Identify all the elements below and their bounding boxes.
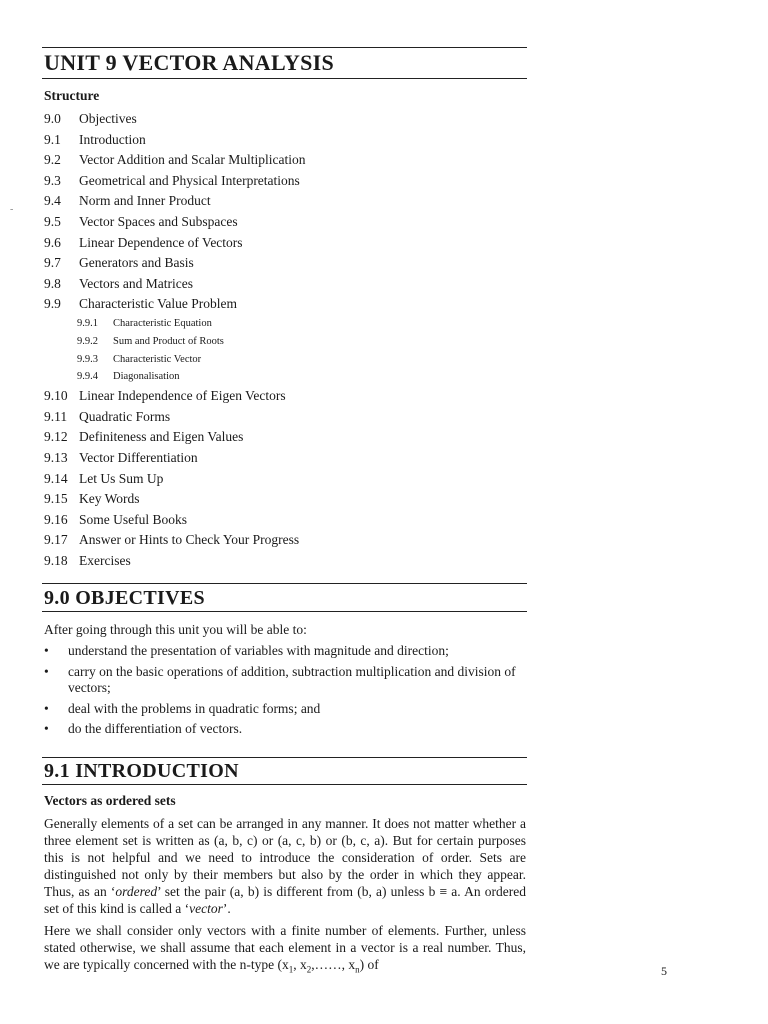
subscript-1: 1 bbox=[288, 964, 294, 975]
toc-item bbox=[44, 551, 524, 572]
objectives-heading: 9.0 OBJECTIVES bbox=[44, 587, 205, 609]
toc-item bbox=[44, 150, 524, 171]
toc-item bbox=[44, 109, 524, 130]
toc-number: 9.9.4 bbox=[77, 371, 98, 383]
toc-subitem bbox=[44, 351, 524, 369]
bullet-icon: • bbox=[44, 721, 49, 736]
toc-title: Linear Independence of Eigen Vectors bbox=[79, 388, 286, 404]
toc-title: Let Us Sum Up bbox=[79, 470, 164, 486]
toc-number: 9.9 bbox=[44, 296, 61, 312]
toc-title: Vectors and Matrices bbox=[79, 275, 193, 291]
objective-text: understand the presentation of variables with magnitude and direction; bbox=[68, 643, 449, 658]
objective-text: do the differentiation of vectors. bbox=[68, 721, 243, 736]
toc-title: Vector Addition and Scalar Multiplication bbox=[79, 152, 306, 168]
toc-number: 9.7 bbox=[44, 255, 61, 271]
toc-item bbox=[44, 212, 524, 233]
toc-number: 9.9.2 bbox=[77, 335, 98, 347]
bullet-icon: • bbox=[44, 643, 49, 658]
objective-item bbox=[44, 721, 526, 738]
toc-subitem bbox=[44, 333, 524, 351]
toc-item bbox=[44, 191, 524, 212]
toc-number: 9.9.1 bbox=[77, 317, 98, 329]
para2-dots: ,……, x bbox=[311, 957, 356, 972]
toc-title: Geometrical and Physical Interpretations bbox=[79, 172, 300, 188]
toc-number: 9.15 bbox=[44, 491, 68, 507]
introduction-underline bbox=[42, 784, 527, 785]
objective-text: deal with the problems in quadratic forms; and bbox=[68, 700, 321, 716]
para2-text-a: Here we shall consider only vectors with a finite number of elements. Further, unless stated otherwise, we shall assume that each element in a vector is a real number. Thus, we are typically concerned with the n-type (x bbox=[44, 923, 526, 972]
scan-speck: - bbox=[10, 204, 14, 215]
toc-title: Vector Differentiation bbox=[79, 449, 198, 465]
toc-title: Objectives bbox=[79, 111, 137, 126]
toc-title: Introduction bbox=[79, 131, 146, 147]
toc-item bbox=[44, 469, 524, 490]
objective-item bbox=[44, 701, 526, 718]
toc-number: 9.0 bbox=[44, 111, 61, 126]
toc-item bbox=[44, 427, 524, 448]
toc-number: 9.4 bbox=[44, 193, 61, 209]
toc-item bbox=[44, 407, 524, 428]
page-number: 5 bbox=[661, 964, 667, 978]
toc-item bbox=[44, 510, 524, 531]
toc-number: 9.5 bbox=[44, 213, 61, 229]
para1-text-c: ’. bbox=[222, 901, 231, 916]
para1-text-a: Generally elements of a set can be arranged in any manner. It does not matter whether a three element set is written as (a, b, c) or (a, c, b) or (b, c, a). But for certain purposes this is not helpful and we need to introduce the consideration of order. Sets are distinguished not only by their members but also by the order in which they appear. Thus, as an ‘ bbox=[44, 816, 526, 899]
toc-title: Norm and Inner Product bbox=[79, 193, 211, 209]
toc-number: 9.9.3 bbox=[77, 353, 98, 365]
toc-title: Quadratic Forms bbox=[79, 408, 171, 424]
toc-number: 9.16 bbox=[44, 511, 68, 527]
toc-title: Characteristic Value Problem bbox=[79, 296, 237, 312]
toc-title: Key Words bbox=[79, 491, 140, 507]
objectives-list bbox=[44, 643, 526, 742]
objective-text: carry on the basic operations of addition, subtraction multiplication and division of vectors; bbox=[68, 663, 516, 695]
objectives-intro: After going through this unit you will be able to: bbox=[44, 622, 307, 637]
subscript-2: 2 bbox=[306, 964, 312, 975]
intro-paragraph-1 bbox=[44, 815, 526, 917]
structure-label: Structure bbox=[44, 88, 100, 103]
toc-item bbox=[44, 448, 524, 469]
toc-item bbox=[44, 386, 524, 407]
toc-title: Characteristic Vector bbox=[113, 353, 202, 365]
para2-end: ) of bbox=[359, 957, 379, 972]
toc-number: 9.13 bbox=[44, 449, 68, 465]
toc-title: Linear Dependence of Vectors bbox=[79, 234, 243, 250]
bullet-icon: • bbox=[44, 700, 49, 716]
intro-paragraph-2 bbox=[44, 922, 526, 979]
top-rule bbox=[42, 47, 527, 48]
objective-item bbox=[44, 643, 526, 660]
toc-item bbox=[44, 274, 524, 295]
vector-term: vector bbox=[189, 901, 223, 916]
vectors-ordered-sets-subheading: Vectors as ordered sets bbox=[44, 793, 176, 808]
toc-item bbox=[44, 530, 524, 551]
toc-number: 9.17 bbox=[44, 532, 68, 548]
para1-text-b: ’ set the pair (a, b) is different from (b, a) unless b ≡ a. An ordered set of this kind is called a ‘ bbox=[44, 884, 526, 916]
table-of-contents bbox=[44, 109, 524, 571]
toc-item bbox=[44, 130, 524, 151]
objectives-top-rule bbox=[42, 583, 527, 584]
toc-title: Sum and Product of Roots bbox=[113, 335, 224, 347]
introduction-top-rule bbox=[42, 757, 527, 758]
toc-item bbox=[44, 294, 524, 315]
toc-number: 9.2 bbox=[44, 152, 61, 168]
para2-sep: , x bbox=[293, 957, 307, 972]
toc-title: Characteristic Equation bbox=[113, 317, 212, 329]
toc-number: 9.6 bbox=[44, 234, 61, 250]
unit-title: UNIT 9 VECTOR ANALYSIS bbox=[44, 50, 335, 75]
toc-title: Some Useful Books bbox=[79, 511, 187, 527]
toc-title: Exercises bbox=[79, 552, 131, 568]
toc-number: 9.12 bbox=[44, 429, 68, 445]
toc-title: Vector Spaces and Subspaces bbox=[79, 213, 238, 229]
toc-title: Diagonalisation bbox=[113, 371, 180, 383]
toc-number: 9.1 bbox=[44, 131, 61, 147]
toc-subitem bbox=[44, 315, 524, 333]
toc-number: 9.3 bbox=[44, 172, 61, 188]
objectives-underline bbox=[42, 611, 527, 612]
bullet-icon: • bbox=[44, 663, 49, 679]
toc-number: 9.18 bbox=[44, 552, 68, 568]
subscript-n: n bbox=[355, 964, 360, 975]
toc-title: Answer or Hints to Check Your Progress bbox=[79, 532, 300, 548]
toc-number: 9.10 bbox=[44, 388, 68, 404]
toc-number: 9.8 bbox=[44, 275, 61, 291]
objective-item bbox=[44, 664, 526, 697]
ordered-term: ordered bbox=[115, 884, 158, 899]
toc-number: 9.14 bbox=[44, 470, 68, 486]
toc-item bbox=[44, 253, 524, 274]
toc-number: 9.11 bbox=[44, 408, 68, 424]
toc-item bbox=[44, 171, 524, 192]
toc-item bbox=[44, 489, 524, 510]
toc-title: Definiteness and Eigen Values bbox=[79, 429, 244, 445]
toc-item bbox=[44, 233, 524, 254]
unit-title-underline bbox=[42, 78, 527, 79]
toc-title: Generators and Basis bbox=[79, 255, 194, 271]
toc-subitem bbox=[44, 368, 524, 386]
introduction-heading: 9.1 INTRODUCTION bbox=[44, 760, 239, 782]
